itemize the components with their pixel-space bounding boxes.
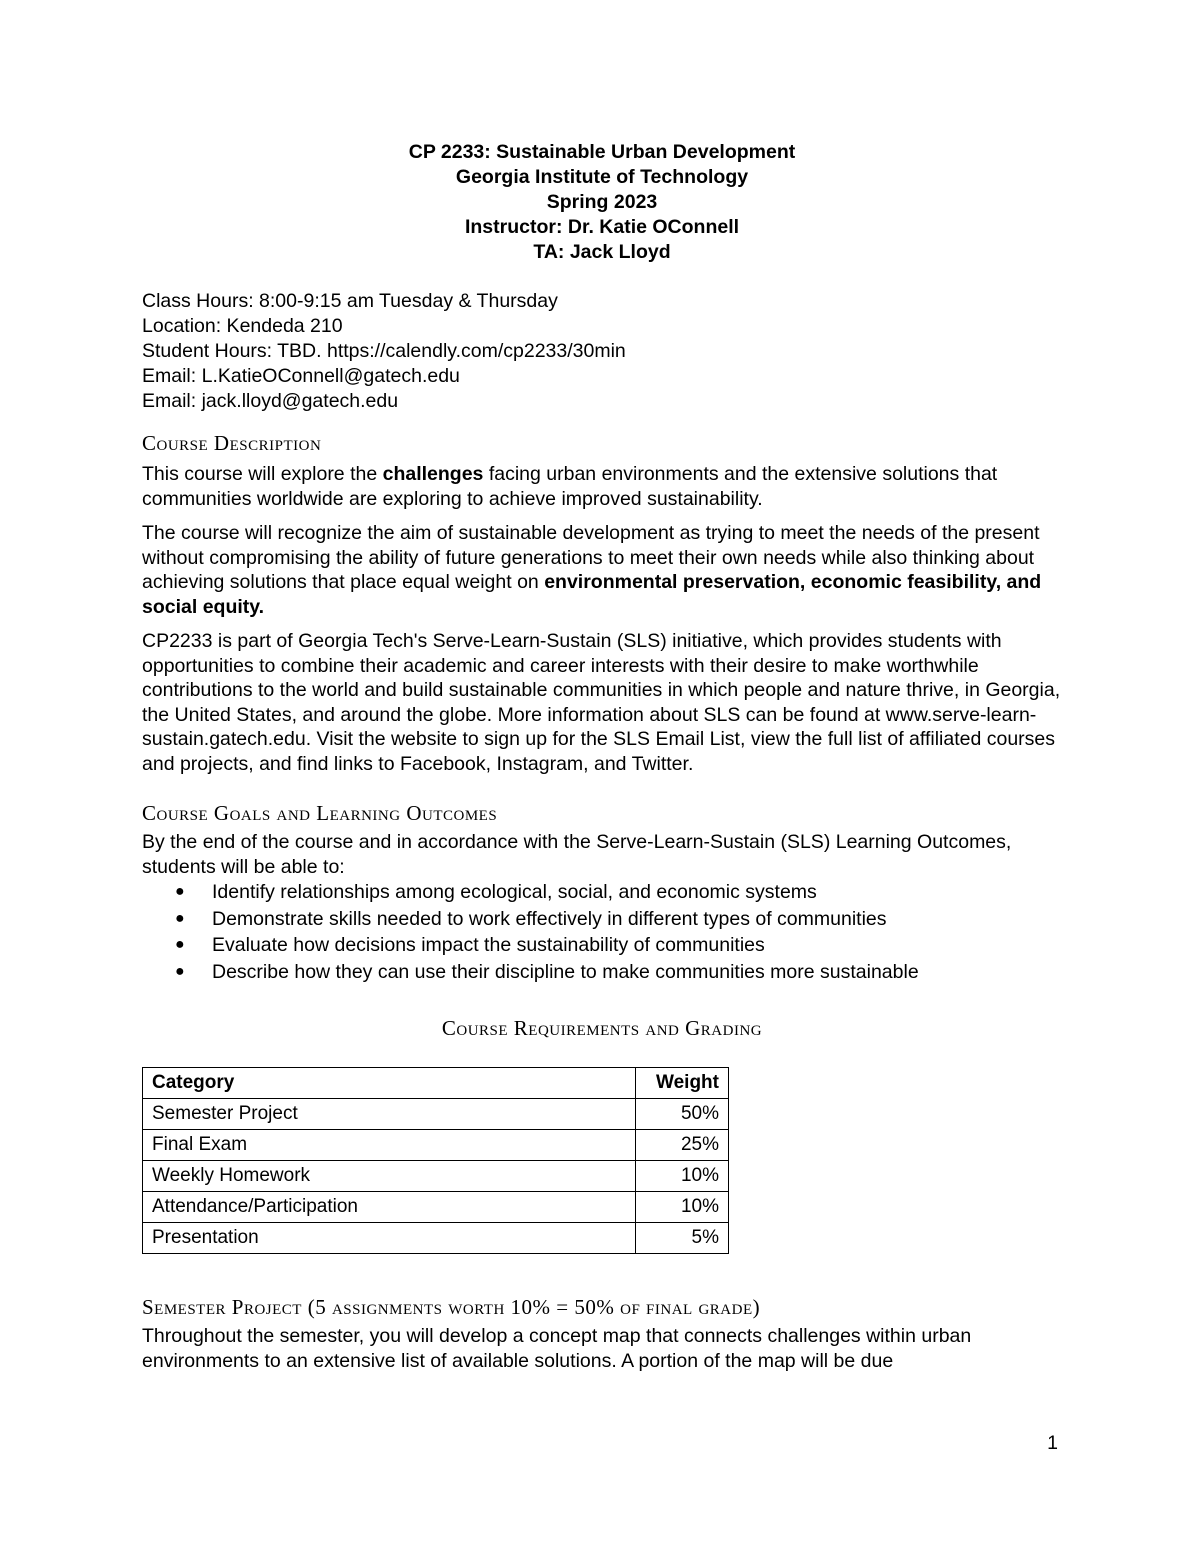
text-run: facing urban environments and the extensive solutions that communities worldwide are exploring to achieve improved sustainability. [142, 463, 998, 510]
list-item-text: Identify relationships among ecological, social, and economic systems [212, 881, 817, 903]
description-paragraph-3: CP2233 is part of Georgia Tech's Serve-Learn-Sustain (SLS) initiative, which provides students with opportunities to combine their academic and career interests with their desire to make worthwhile contributions to the world and build sustainable communities in which people and nature thrive, in Georgia, the United States, and around the globe. More information about SLS can be found at www.serve-learn-sustain.gatech.edu. Visit the website to sign up for the SLS Email List, view the full list of affiliated courses and projects, and find links to Facebook, Instagram, and Twitter. [142, 630, 1061, 775]
table-row [143, 1099, 729, 1130]
weight-cell: 10% [636, 1192, 729, 1223]
teaching-assistant: TA: Jack Lloyd [533, 241, 671, 263]
course-goals-heading: Course Goals and Learning Outcomes [142, 801, 498, 825]
institution: Georgia Institute of Technology [455, 166, 749, 188]
table-row [143, 1130, 729, 1161]
bullet-icon: ● [175, 962, 185, 980]
term: Spring 2023 [546, 191, 658, 213]
ta-email: Email: jack.lloyd@gatech.edu [142, 390, 399, 412]
instructor-email: Email: L.KatieOConnell@gatech.edu [142, 365, 460, 387]
table-header-row [143, 1068, 729, 1099]
course-title: CP 2233: Sustainable Urban Development [408, 141, 796, 163]
text-run: This course will explore the [142, 463, 383, 485]
description-paragraph-2 [142, 521, 1062, 619]
category-cell: Weekly Homework [143, 1161, 636, 1192]
title-block [142, 140, 1062, 265]
semester-project-paragraph: Throughout the semester, you will develop a concept map that connects challenges within urban environments to an extensive list of available solutions. A portion of the map will be due [142, 1325, 972, 1372]
table-row [143, 1223, 729, 1254]
document-page [142, 140, 1062, 1373]
learning-outcomes-list [142, 879, 1062, 985]
class-hours: Class Hours: 8:00-9:15 am Tuesday & Thursday [142, 290, 558, 312]
category-cell: Semester Project [143, 1099, 636, 1130]
bullet-icon: ● [175, 936, 185, 953]
category-header: Category [143, 1068, 636, 1099]
bullet-icon: ● [175, 883, 185, 900]
goals-intro: By the end of the course and in accordance with the Serve-Learn-Sustain (SLS) Learning Outcomes, students will be able to: [142, 831, 1012, 878]
category-cell: Attendance/Participation [143, 1192, 636, 1223]
location: Location: Kendeda 210 [142, 315, 343, 337]
weight-cell: 50% [636, 1099, 729, 1130]
list-item-text: Evaluate how decisions impact the sustainability of communities [212, 934, 765, 956]
list-item [142, 932, 1062, 959]
semester-project-heading: Semester Project (5 assignments worth 10% = 50% of final grade) [142, 1295, 761, 1319]
weight-cell: 5% [636, 1223, 729, 1254]
instructor: Instructor: Dr. Katie OConnell [464, 216, 740, 238]
weight-cell: 10% [636, 1161, 729, 1192]
weight-header: Weight [636, 1068, 729, 1099]
course-description-heading: Course Description [142, 431, 322, 455]
table-row [143, 1161, 729, 1192]
bold-text: challenges [382, 463, 484, 485]
category-cell: Presentation [143, 1223, 636, 1254]
list-item-text: Describe how they can use their discipline to make communities more sustainable [212, 960, 919, 983]
list-item [142, 906, 1062, 933]
list-item [142, 959, 1062, 986]
bullet-icon: ● [175, 909, 185, 927]
grading-table [142, 1067, 729, 1254]
category-cell: Final Exam [143, 1130, 636, 1161]
student-hours: Student Hours: TBD. https://calendly.com/cp2233/30min [142, 340, 626, 362]
list-item [142, 879, 1062, 906]
course-info [142, 289, 1062, 414]
page-number: 1 [1047, 1432, 1058, 1454]
description-paragraph-1 [142, 462, 1062, 511]
bold-text: environmental preservation, economic feasibility, and social equity. [142, 571, 1042, 618]
list-item-text: Demonstrate skills needed to work effectively in different types of communities [212, 907, 887, 930]
text-run: The course will recognize the aim of sustainable development as trying to meet the needs of the present without compromising the ability of future generations to meet their own needs while also thinking about achieving solutions that place equal weight on [142, 522, 1040, 593]
table-row [143, 1192, 729, 1223]
weight-cell: 25% [636, 1130, 729, 1161]
grading-heading: Course Requirements and Grading [441, 1016, 763, 1040]
